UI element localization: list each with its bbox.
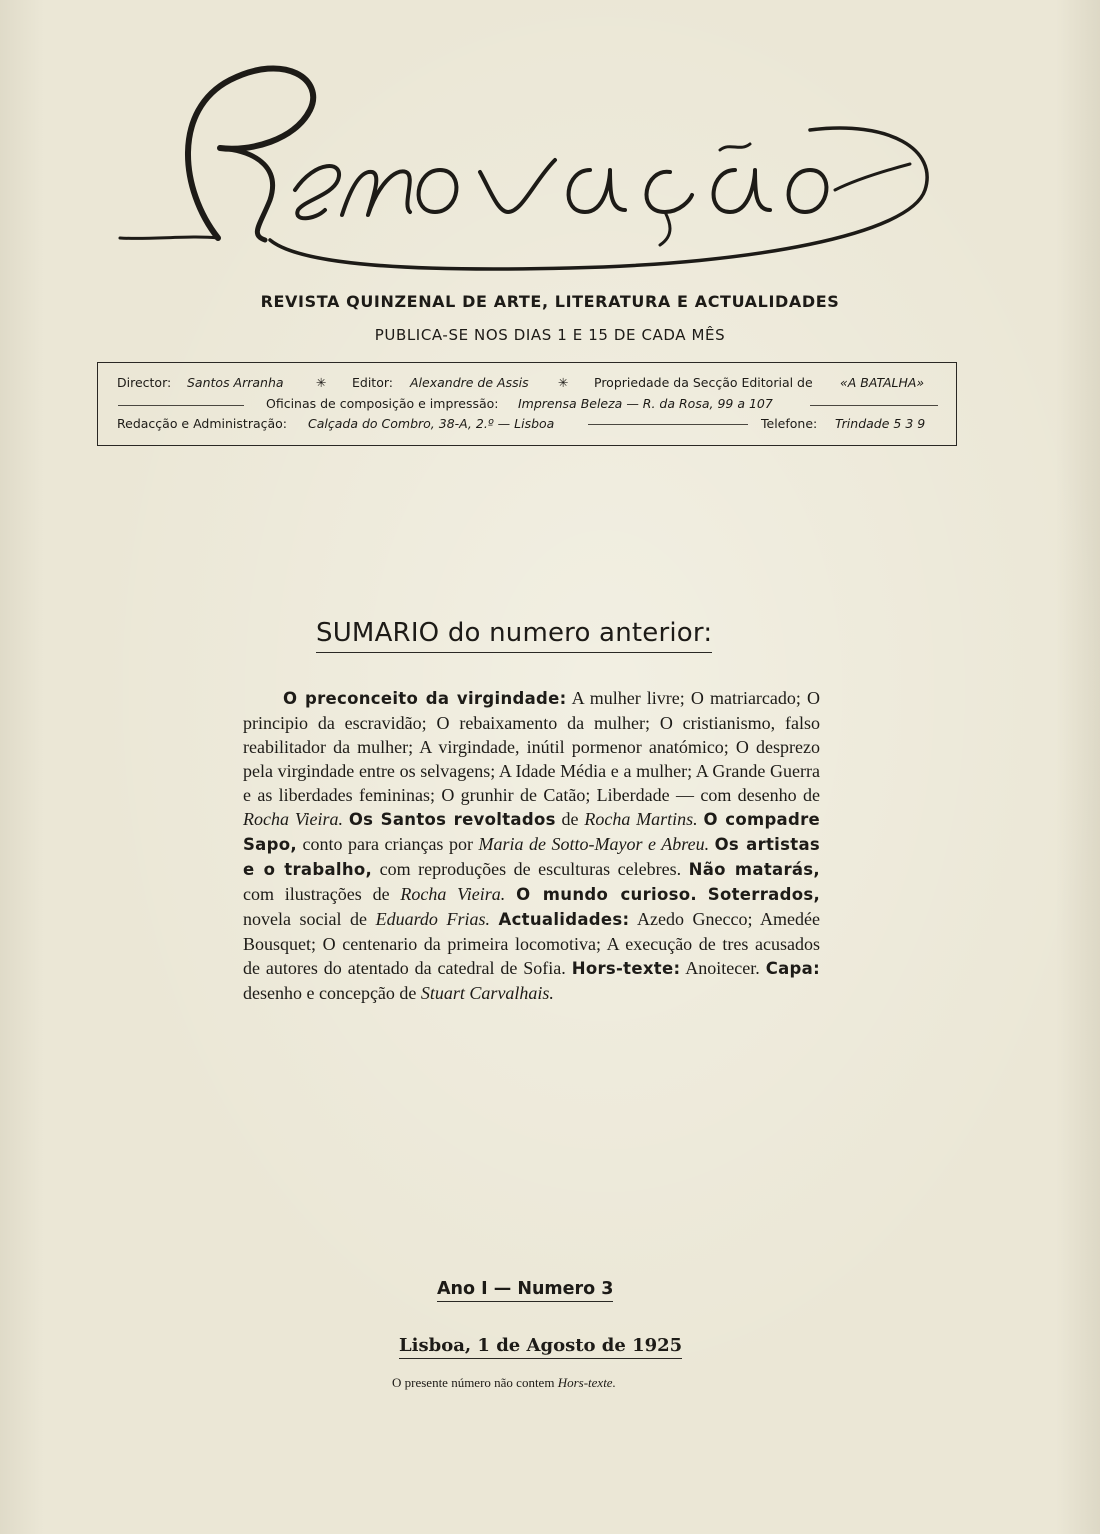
publication-schedule: PUBLICA-SE NOS DIAS 1 E 15 DE CADA MÊS xyxy=(374,326,726,344)
phone-label: Telefone: xyxy=(761,416,818,431)
summary-segment: Os Santos revoltados xyxy=(348,810,556,829)
director-name: Santos Arranha xyxy=(187,375,284,390)
summary-segment: Rocha Vieira. xyxy=(400,884,506,904)
summary-body xyxy=(243,686,820,1005)
ornament-icon: ✳ xyxy=(316,375,327,390)
summary-segment: Os artistas e o trabalho, xyxy=(243,835,821,879)
ornament-icon: ✳ xyxy=(558,375,569,390)
summary-segment: de xyxy=(555,809,585,829)
issue-number: Ano I — Numero 3 xyxy=(437,1279,613,1302)
summary-title: SUMARIO do numero anterior: xyxy=(316,618,712,653)
note-text: O presente número não contem xyxy=(392,1375,558,1390)
summary-segment: Hors-texte: xyxy=(571,959,681,978)
magazine-subtitle: REVISTA QUINZENAL DE ARTE, LITERATURA E ACTUALIDADES xyxy=(260,292,840,311)
summary-segment xyxy=(697,884,708,904)
summary-segment: A mulher livre; O matriarcado; O principio da escravidão; O rebaixamento da mulher; O cristianismo, falso reabilitador da mulher; A virgindade, inútil pormenor anatómico; O desprezo pela virgindade entre os selvagens; A Idade Média e a mulher; A Grande Guerra e as liberdades femininas; O grunhir de Catão; Liberdade — com desenho de xyxy=(243,688,820,805)
divider-rule xyxy=(588,424,748,425)
editor-label: Editor: xyxy=(352,375,393,390)
summary-segment: Actualidades: xyxy=(498,910,630,929)
summary-segment: O compadre Sapo, xyxy=(243,810,821,854)
admin-address: Calçada do Combro, 38-A, 2.º — Lisboa xyxy=(308,416,555,431)
divider-rule xyxy=(810,405,938,406)
credits-box xyxy=(97,362,957,446)
summary-segment: com ilustrações de xyxy=(243,884,401,904)
summary-segment: O preconceito da virgindade: xyxy=(283,689,567,708)
summary-segment: novela social de xyxy=(243,909,376,929)
issue-date: Lisboa, 1 de Agosto de 1925 xyxy=(399,1335,682,1359)
summary-segment xyxy=(505,884,516,904)
hors-texte-note xyxy=(392,1375,616,1391)
printing-label: Oficinas de composição e impressão: xyxy=(266,396,499,411)
renovacao-logo xyxy=(110,40,950,290)
phone-value: Trindade 5 3 9 xyxy=(835,416,926,431)
printing-name: Imprensa Beleza — R. da Rosa, 99 a 107 xyxy=(518,396,773,411)
summary-segment: Rocha Martins. xyxy=(584,809,698,829)
summary-segment: Azedo Gnecco; Amedée Bousquet; O centenario da primeira locomotiva; A execução de tres acusados de autores do atentado da catedral de Sofia. xyxy=(243,909,820,978)
admin-label: Redacção e Administração: xyxy=(117,416,288,431)
editor-name: Alexandre de Assis xyxy=(410,375,529,390)
summary-segment: Rocha Vieira. xyxy=(243,809,343,829)
summary-segment: Não matarás, xyxy=(688,860,821,879)
summary-segment: Stuart Carvalhais. xyxy=(420,983,554,1003)
property-name: «A BATALHA» xyxy=(840,375,925,390)
summary-segment: Soterrados, xyxy=(707,885,821,904)
summary-segment: Maria de Sotto-Mayor e Abreu. xyxy=(478,834,710,854)
summary-segment: desenho e concepção de xyxy=(243,983,421,1003)
director-label: Director: xyxy=(117,375,172,390)
summary-segment xyxy=(490,909,499,929)
summary-segment: conto para crianças por xyxy=(296,834,479,854)
summary-segment: O mundo curioso. xyxy=(516,885,697,904)
divider-rule xyxy=(118,405,244,406)
summary-segment: com reproduções de esculturas celebres. xyxy=(372,859,689,879)
property-label: Propriedade da Secção Editorial de xyxy=(594,375,813,390)
summary-segment: Eduardo Frias. xyxy=(375,909,490,929)
summary-segment: Anoitecer. xyxy=(680,958,766,978)
note-italic: Hors-texte. xyxy=(557,1375,616,1390)
summary-segment: Capa: xyxy=(765,959,820,978)
